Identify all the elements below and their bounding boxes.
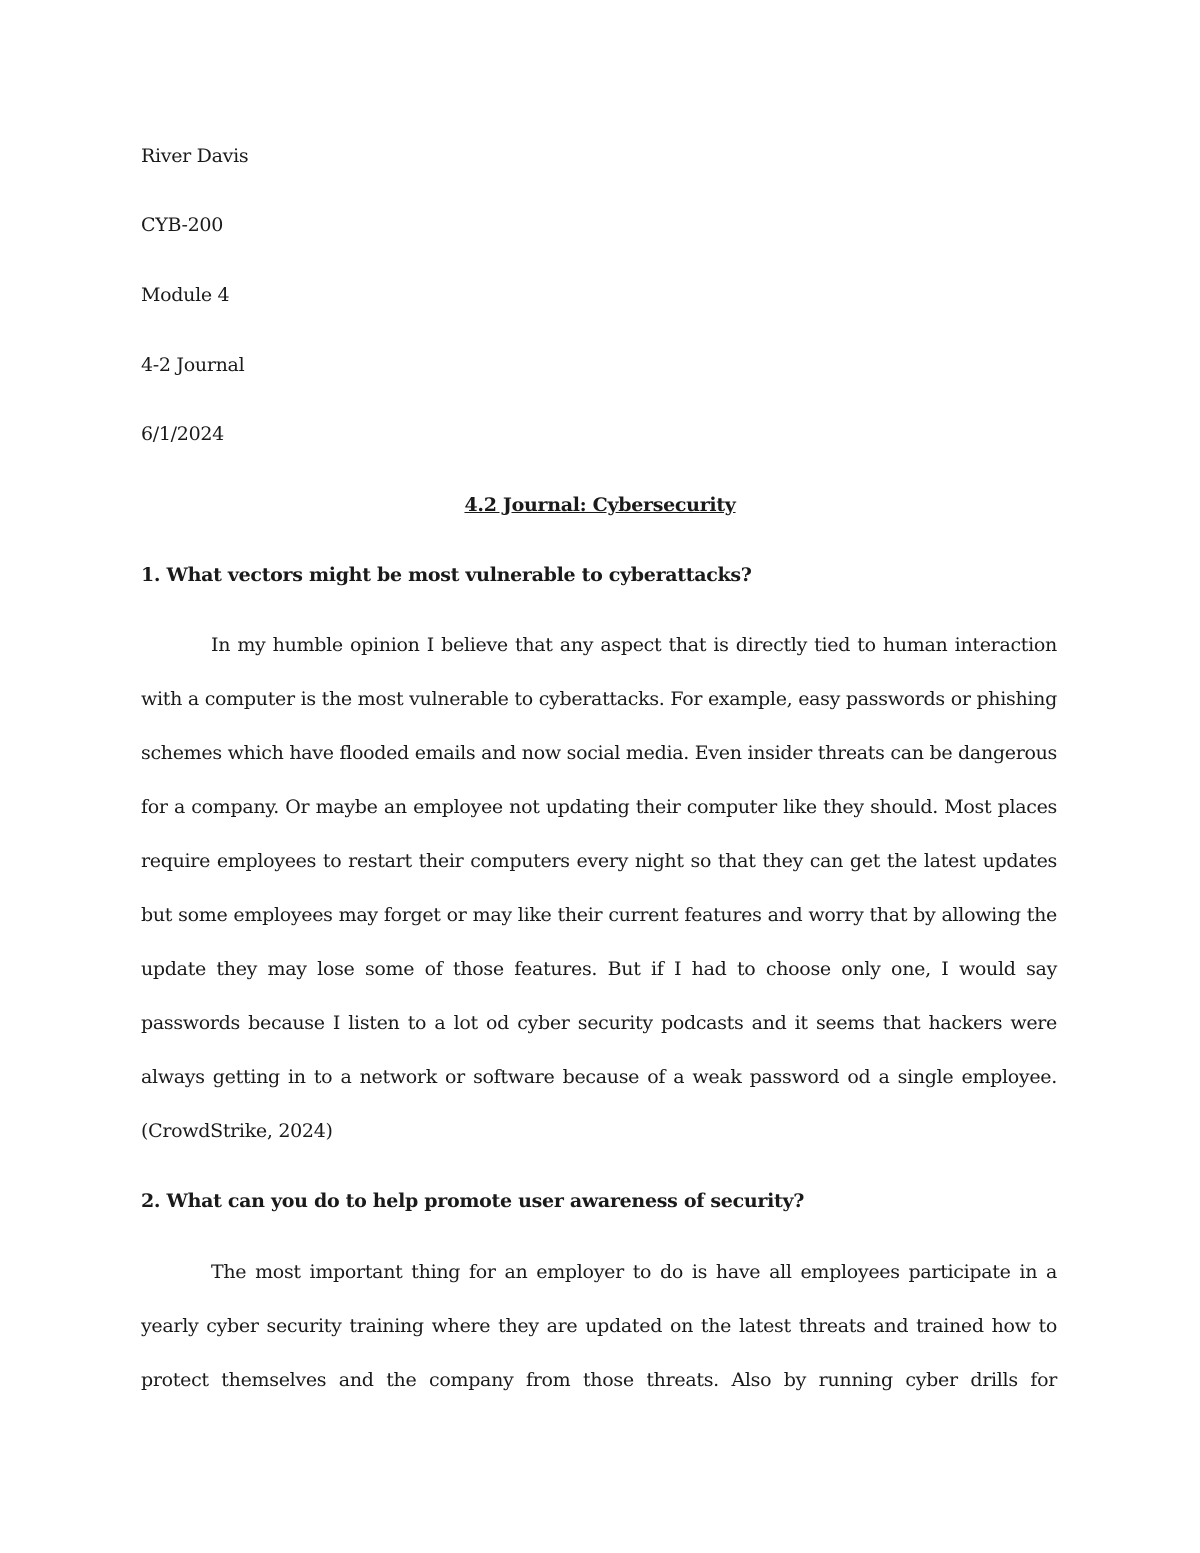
paragraph-1-line: update they may lose some of those features. But if I had to choose only one, I would say bbox=[141, 958, 1057, 980]
document-title: 4.2 Journal: Cybersecurity bbox=[464, 494, 736, 516]
question-1: 1. What vectors might be most vulnerable to cyberattacks? bbox=[141, 564, 752, 586]
paragraph-1-line: require employees to restart their computers every night so that they can get the latest updates bbox=[141, 850, 1057, 872]
paragraph-2-line: The most important thing for an employer to do is have all employees participate in a bbox=[211, 1261, 1057, 1283]
paragraph-1-line: always getting in to a network or software because of a weak password od a single employee. bbox=[141, 1066, 1057, 1088]
assignment-label: 4-2 Journal bbox=[141, 354, 245, 376]
paragraph-1-line: schemes which have flooded emails and now social media. Even insider threats can be dangerous bbox=[141, 742, 1057, 764]
date-label: 6/1/2024 bbox=[141, 423, 224, 445]
paragraph-2-line: yearly cyber security training where they are updated on the latest threats and trained how to bbox=[141, 1315, 1057, 1337]
paragraph-1-line: In my humble opinion I believe that any aspect that is directly tied to human interaction bbox=[211, 634, 1057, 656]
course-code: CYB-200 bbox=[141, 214, 223, 236]
module-label: Module 4 bbox=[141, 284, 230, 306]
paragraph-1-line: but some employees may forget or may like their current features and worry that by allowing the bbox=[141, 904, 1057, 926]
paragraph-2-line: protect themselves and the company from those threats. Also by running cyber drills for bbox=[141, 1369, 1057, 1391]
paragraph-1-line: passwords because I listen to a lot od cyber security podcasts and it seems that hackers were bbox=[141, 1012, 1057, 1034]
author-name: River Davis bbox=[141, 145, 249, 167]
question-2: 2. What can you do to help promote user awareness of security? bbox=[141, 1190, 805, 1212]
paragraph-1-line: for a company. Or maybe an employee not updating their computer like they should. Most places bbox=[141, 796, 1057, 818]
paragraph-1-citation: (CrowdStrike, 2024) bbox=[141, 1120, 333, 1142]
paragraph-1-line: with a computer is the most vulnerable to cyberattacks. For example, easy passwords or phishing bbox=[141, 688, 1057, 710]
